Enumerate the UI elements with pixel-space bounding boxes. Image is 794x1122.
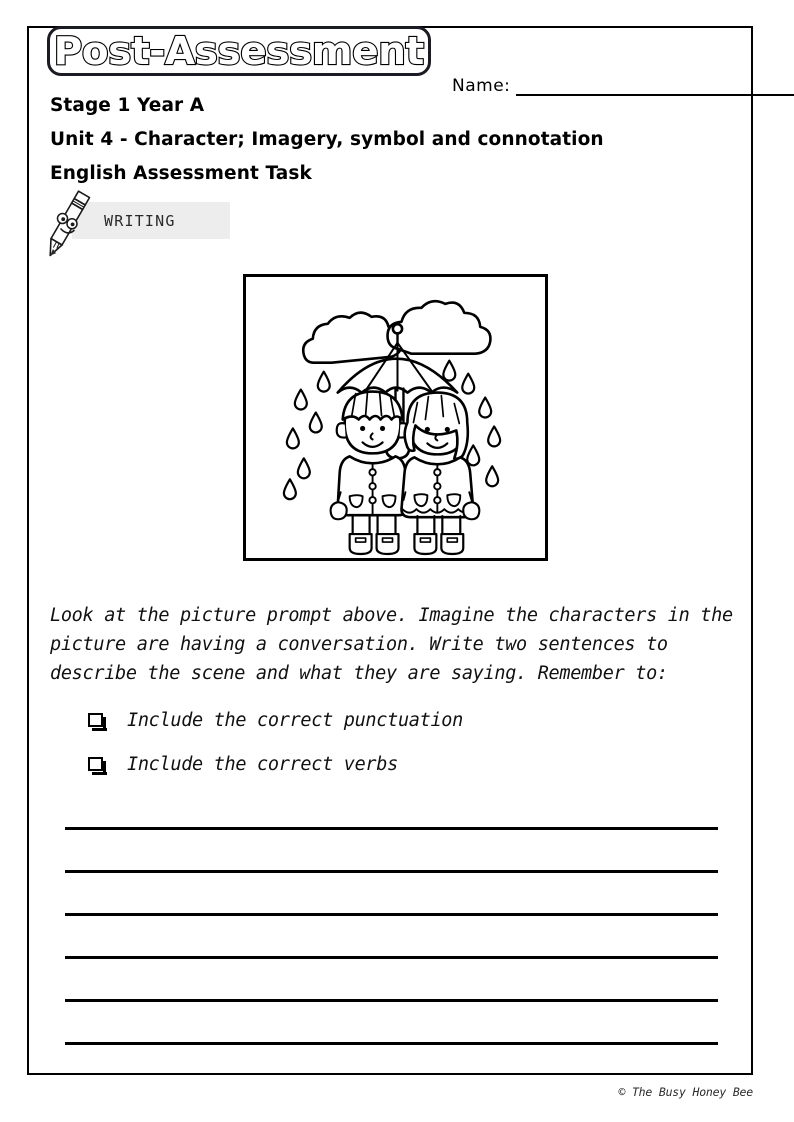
title-badge (47, 26, 431, 76)
answer-line[interactable] (65, 913, 718, 916)
name-label: Name: (452, 76, 511, 96)
answer-line[interactable] (65, 870, 718, 873)
task-instructions: Look at the picture prompt above. Imagine the characters in the picture are having a conversation. Write two sentences to describe the scene and what they are saying. Remember to: (50, 605, 733, 684)
heading-unit: Unit 4 - Character; Imagery, symbol and connotation (50, 129, 604, 150)
heading-task: English Assessment Task (50, 163, 312, 184)
answer-line[interactable] (65, 999, 718, 1002)
heading-stage: Stage 1 Year A (50, 95, 205, 116)
page-title: Post-Assessment (53, 29, 425, 73)
picture-prompt-illustration (246, 277, 545, 558)
checklist-item[interactable] (88, 742, 688, 786)
checkbox-verbs[interactable] (88, 757, 103, 771)
footer-credit: © The Busy Honey Bee (618, 1085, 753, 1099)
pencil-icon (48, 187, 104, 259)
checklist-item[interactable] (88, 698, 688, 742)
answer-line[interactable] (65, 1042, 718, 1045)
answer-line[interactable] (65, 827, 718, 830)
answer-line[interactable] (65, 956, 718, 959)
checklist-item-label: Include the correct punctuation (127, 709, 463, 731)
requirements-checklist (88, 698, 688, 786)
name-field[interactable] (452, 74, 794, 96)
picture-prompt-frame (243, 274, 548, 561)
subject-banner-label: WRITING (104, 211, 176, 230)
name-input-blank[interactable] (516, 74, 794, 96)
checklist-item-label: Include the correct verbs (127, 753, 398, 775)
checkbox-punctuation[interactable] (88, 713, 103, 727)
